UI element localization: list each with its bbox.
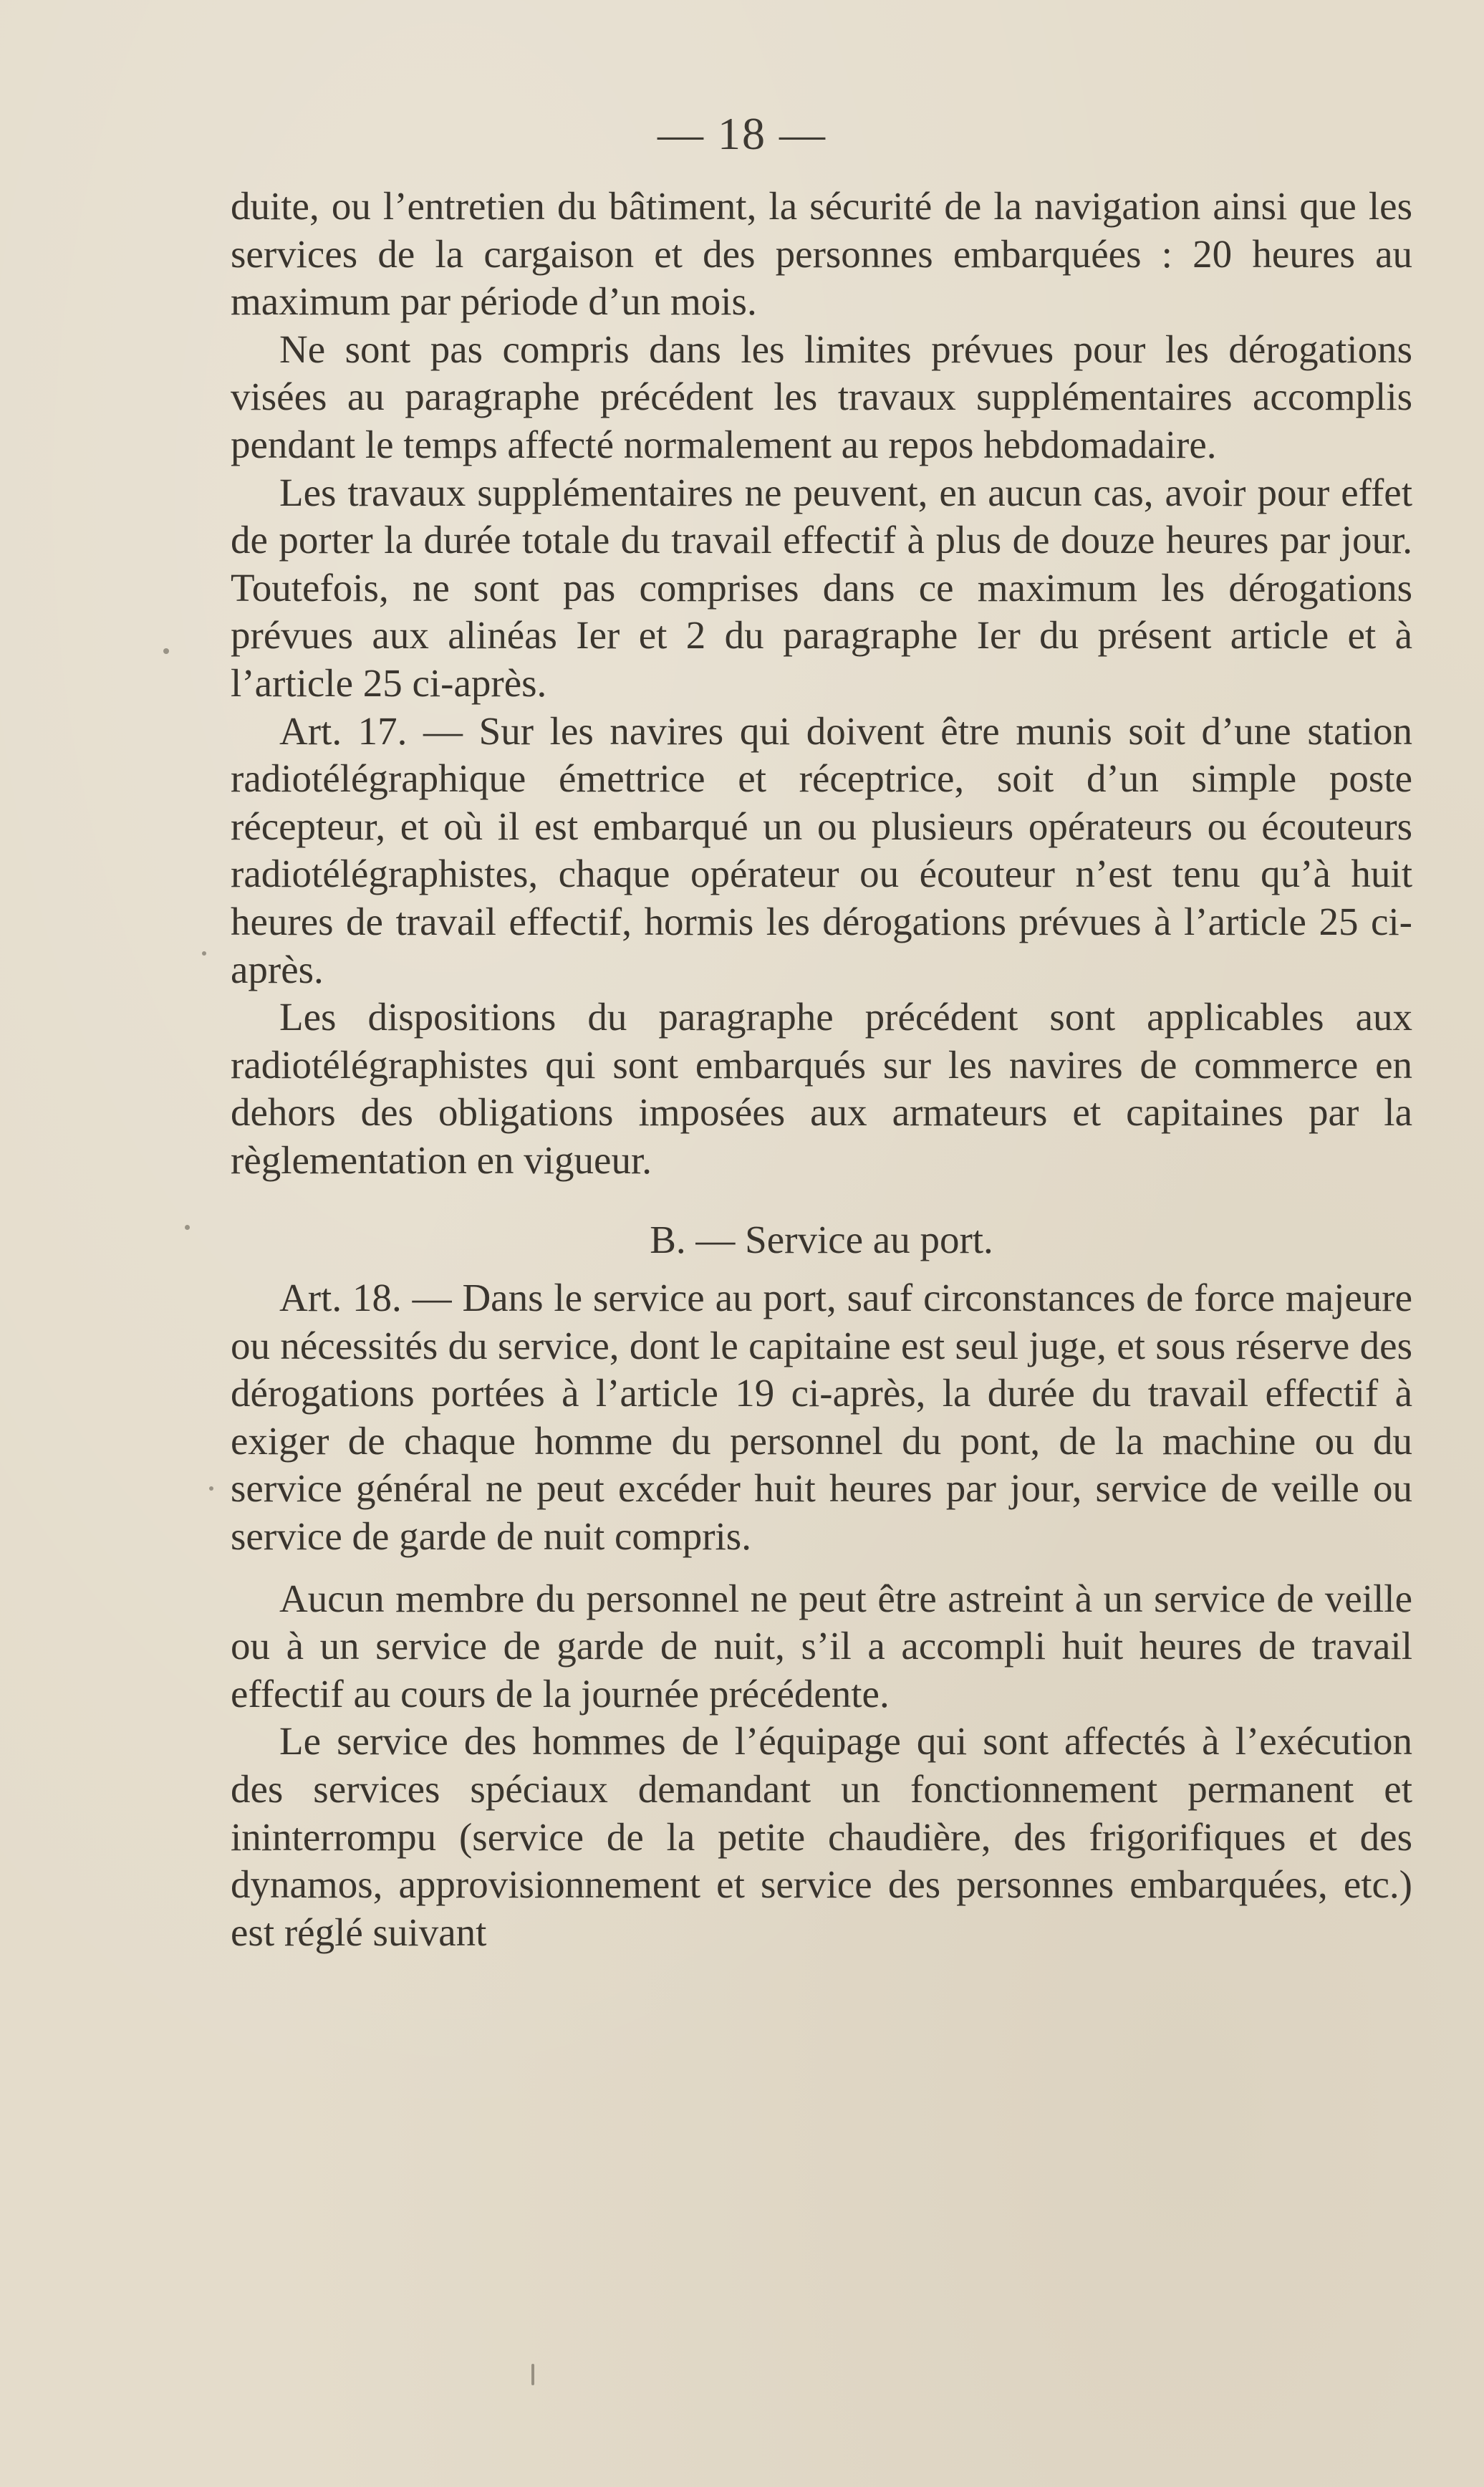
body-text bbox=[231, 183, 1412, 1956]
section-heading: B. — Service au port. bbox=[650, 1218, 993, 1262]
paragraph-article-17: Art. 17. — Sur les navires qui doivent être munis soit d’une station radiotélégraphique émettrice et réceptrice, soit d’un simple poste récepteur, et où il est embarqué un ou plusieurs opérateurs ou écouteurs radiotélégraphistes, chaque opérateur ou écouteur n’est tenu qu’à huit heures de travail effectif, hormis les dérogations prévues à l’article 25 ci-après. bbox=[231, 708, 1412, 991]
paragraph-special-services: Le service des hommes de l’équipage qui sont affectés à l’exécution des services spéciaux demandant un fonctionnement permanent et ininterrompu (service de la petite chaudière, des frigorifiques et des dynamos, approvisionnement et service des personnes embarquées, etc.) est réglé suivant bbox=[231, 1719, 1412, 1954]
paragraph-night-watch: Aucun membre du personnel ne peut être astreint à un service de veille ou à un service de garde de nuit, s’il a accompli huit heures de travail effectif au cours de la journée précédente. bbox=[231, 1576, 1412, 1716]
paragraph-exclusions: Ne sont pas compris dans les limites prévues pour les dérogations visées au paragraphe précédent les travaux supplémentaires accomplis pendant le temps affecté normalement au repos hebdomadaire. bbox=[231, 327, 1412, 466]
scan-speck bbox=[185, 1225, 190, 1230]
page-number: — 18 — bbox=[657, 108, 827, 159]
paragraph-continuation: duite, ou l’entretien du bâtiment, la sécurité de la navigation ainsi que les services de la cargaison et des personnes embarquées : 20 heures au maximum par période d’un mois. bbox=[231, 184, 1412, 324]
paragraph-radiotelegraphists: Les dispositions du paragraphe précédent sont applicables aux radiotélégraphistes qui sont embarqués sur les navires de commerce en dehors des obligations imposées aux armateurs et capitaines par la règlementation en vigueur. bbox=[231, 995, 1412, 1182]
scan-speck bbox=[209, 1486, 213, 1491]
scan-speck bbox=[531, 2364, 534, 2385]
paragraph-overtime-limit: Les travaux supplémentaires ne peuvent, en aucun cas, avoir pour effet de porter la durée totale du travail effectif à plus de douze heures par jour. Toutefois, ne sont pas comprises dans ce maximum les dérogations prévues aux alinéas Ier et 2 du paragraphe Ier du présent article et à l’article 25 ci-après. bbox=[231, 470, 1412, 705]
scan-speck bbox=[163, 648, 169, 654]
scan-speck bbox=[202, 951, 206, 956]
paragraph-article-18: Art. 18. — Dans le service au port, sauf circonstances de force majeure ou nécessités du service, dont le capitaine est seul juge, et sous réserve des dérogations portées à l’article 19 ci-après, la durée du travail effectif à exiger de chaque homme du personnel du pont, de la machine ou du service général ne peut excéder huit heures par jour, service de veille ou service de garde de nuit compris. bbox=[231, 1276, 1412, 1559]
